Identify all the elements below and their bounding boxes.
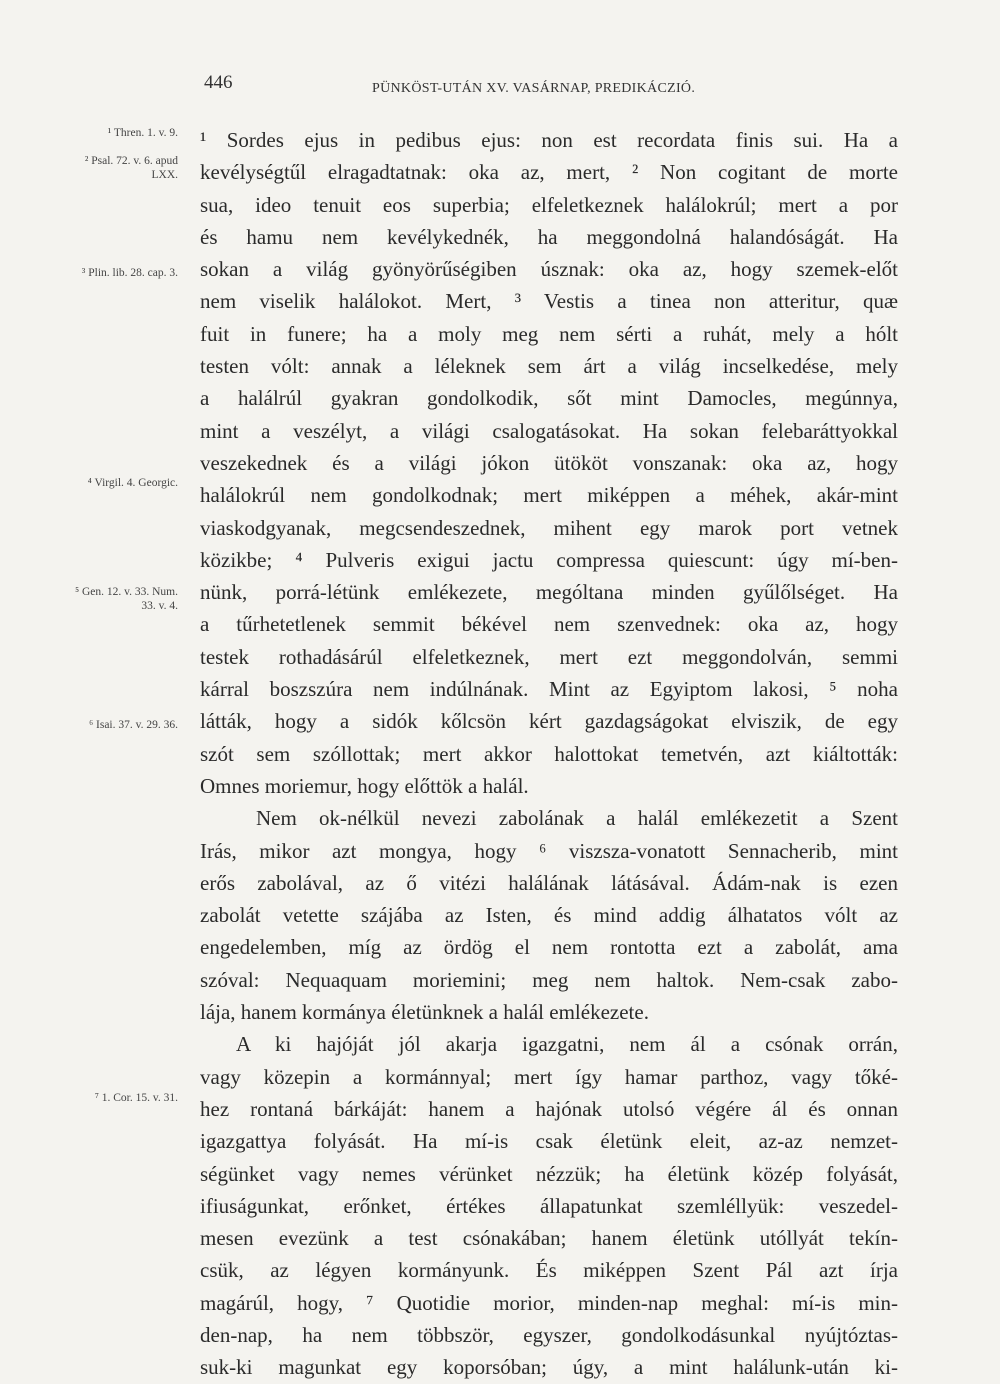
text-line: halálokrúl nem gondolkodnak; mert miképpen a méhek, akár-mint	[200, 483, 898, 508]
text-line: hez rontaná bárkáját: hanem a hajónak utolsó végére ál és onnan	[200, 1096, 898, 1121]
margin-note: ³ Plin. lib. 28. cap. 3.	[81, 267, 178, 279]
text-line: den-nap, ha nem többször, egyszer, gondolkodásunkal nyújtóztas-	[200, 1322, 898, 1347]
text-line: kevélységtűl elragadtatnak: oka az, mert, ² Non cogitant de morte	[200, 160, 898, 185]
text-line: a tűrhetetlenek semmit békével nem szenvednek: oka az, hogy	[200, 612, 898, 637]
text-line: ¹ Sordes ejus in pedibus ejus: non est recordata finis sui. Ha a	[200, 128, 898, 152]
text-line: engedelemben, míg az ördög el nem rontotta ezt a zabolát, ama	[200, 935, 898, 960]
page-number: 446	[204, 72, 233, 93]
text-line: vagy közepin a kormánnyal; mert így hamar parthoz, vagy tőké-	[200, 1064, 898, 1089]
text-line: suk-ki magunkat egy koporsóban; úgy, a mint halálunk-után ki-	[200, 1355, 898, 1380]
margin-note: ¹ Thren. 1. v. 9.	[107, 127, 178, 139]
text-line: nünk, porrá-létünk emlékezete, mególtana minden gyűlőlséget. Ha	[200, 580, 898, 605]
text-line: látták, hogy a sidók kőlcsön kért gazdagságokat elviszik, de egy	[200, 709, 898, 734]
text-line: a halálrúl gyakran gondolkodik, sőt mint Damocles, megúnnya,	[200, 386, 898, 411]
text-line: mesen evezünk a test csónakában; hanem életünk utóllyát tekín-	[200, 1226, 898, 1251]
text-line: testek rothadásárúl elfeletkeznek, mert ezt meggondolván, semmi	[200, 644, 898, 669]
text-line: zabolát vetette szájába az Isten, és mind addig álhatatos vólt az	[200, 903, 898, 928]
margin-note: ⁵ Gen. 12. v. 33. Num. 33. v. 4.	[75, 586, 178, 612]
text-line: erős zabolával, az ő vitézi halálának látásával. Ádám-nak is ezen	[200, 870, 898, 895]
text-line: sua, ideo tenuit eos superbia; elfeletkeznek halálokrúl; mert a por	[200, 192, 898, 217]
text-line: ségünket vagy nemes vérünket nézzük; ha életünk közép folyását,	[200, 1161, 898, 1186]
text-line: sokan a világ gyönyörűségiben úsznak: oka az, hogy szemek-előt	[200, 257, 898, 282]
text-line: fuit in funere; ha a moly meg nem sérti a ruhát, mely a hólt	[200, 321, 898, 346]
margin-notes	[0, 0, 190, 1317]
text-line: testen vólt: annak a léleknek sem árt a világ incselkedése, mely	[200, 354, 898, 379]
text-line: közikbe; ⁴ Pulveris exigui jactu compressa quiescunt: úgy mí-ben-	[200, 547, 898, 572]
text-line: lája, hanem kormánya életünknek a halál emlékezete.	[200, 1000, 649, 1025]
text-line: ifiuságunkat, erőnket, értékes állapatunkat szemléllyük: veszedel-	[200, 1193, 898, 1218]
margin-note: ⁶ Isai. 37. v. 29. 36.	[89, 719, 178, 731]
text-line: viaskodgyanak, megcsendeszednek, mihent egy marok port vetnek	[200, 515, 898, 540]
text-line: igazgattya folyását. Ha mí-is csak életünk eleit, az-az nemzet-	[200, 1129, 898, 1154]
text-line: A ki hajóját jól akarja igazgatni, nem ál a csónak orrán,	[236, 1032, 898, 1057]
body-text	[200, 124, 898, 1384]
text-line: szóval: Nequaquam moriemini; meg nem haltok. Nem-csak zabo-	[200, 967, 898, 992]
text-line: veszekednek és a világi jókon ütököt vonszanak: oka az, hogy	[200, 450, 898, 475]
text-line: mint a veszélyt, a világi csalogatásokat. Ha sokan felebaráttyokkal	[200, 418, 898, 443]
text-line: szót sem szóllottak; mert akkor halottokat temetvén, azt kiáltották:	[200, 741, 898, 766]
margin-note: ² Psal. 72. v. 6. apud LXX.	[84, 155, 178, 181]
margin-note: ⁷ 1. Cor. 15. v. 31.	[94, 1092, 178, 1104]
text-line: és hamu nem kevélykednék, ha meggondolná halandóságát. Ha	[200, 224, 898, 249]
text-line: Nem ok-nélkül nevezi zabolának a halál emlékezetit a Szent	[256, 806, 898, 831]
text-line: Omnes moriemur, hogy előttök a halál.	[200, 773, 529, 798]
text-line: csük, az légyen kormányunk. És miképpen Szent Pál azt írja	[200, 1258, 898, 1283]
text-line: magárúl, hogy, ⁷ Quotidie morior, minden-nap meghal: mí-is min-	[200, 1290, 898, 1315]
text-line: Irás, mikor azt mongya, hogy ⁶ viszsza-vonatott Sennacherib, mint	[200, 838, 898, 863]
text-line: kárral boszszúra nem indúlnának. Mint az Egyiptom lakosi, ⁵ noha	[200, 677, 898, 702]
margin-note: ⁴ Virgil. 4. Georgic.	[87, 477, 178, 489]
running-head: PÜNKÖST-UTÁN XV. VASÁRNAP, PREDIKÁCZIÓ.	[372, 81, 696, 96]
text-line: nem viselik halálokot. Mert, ³ Vestis a tinea non atteritur, quæ	[200, 289, 898, 314]
